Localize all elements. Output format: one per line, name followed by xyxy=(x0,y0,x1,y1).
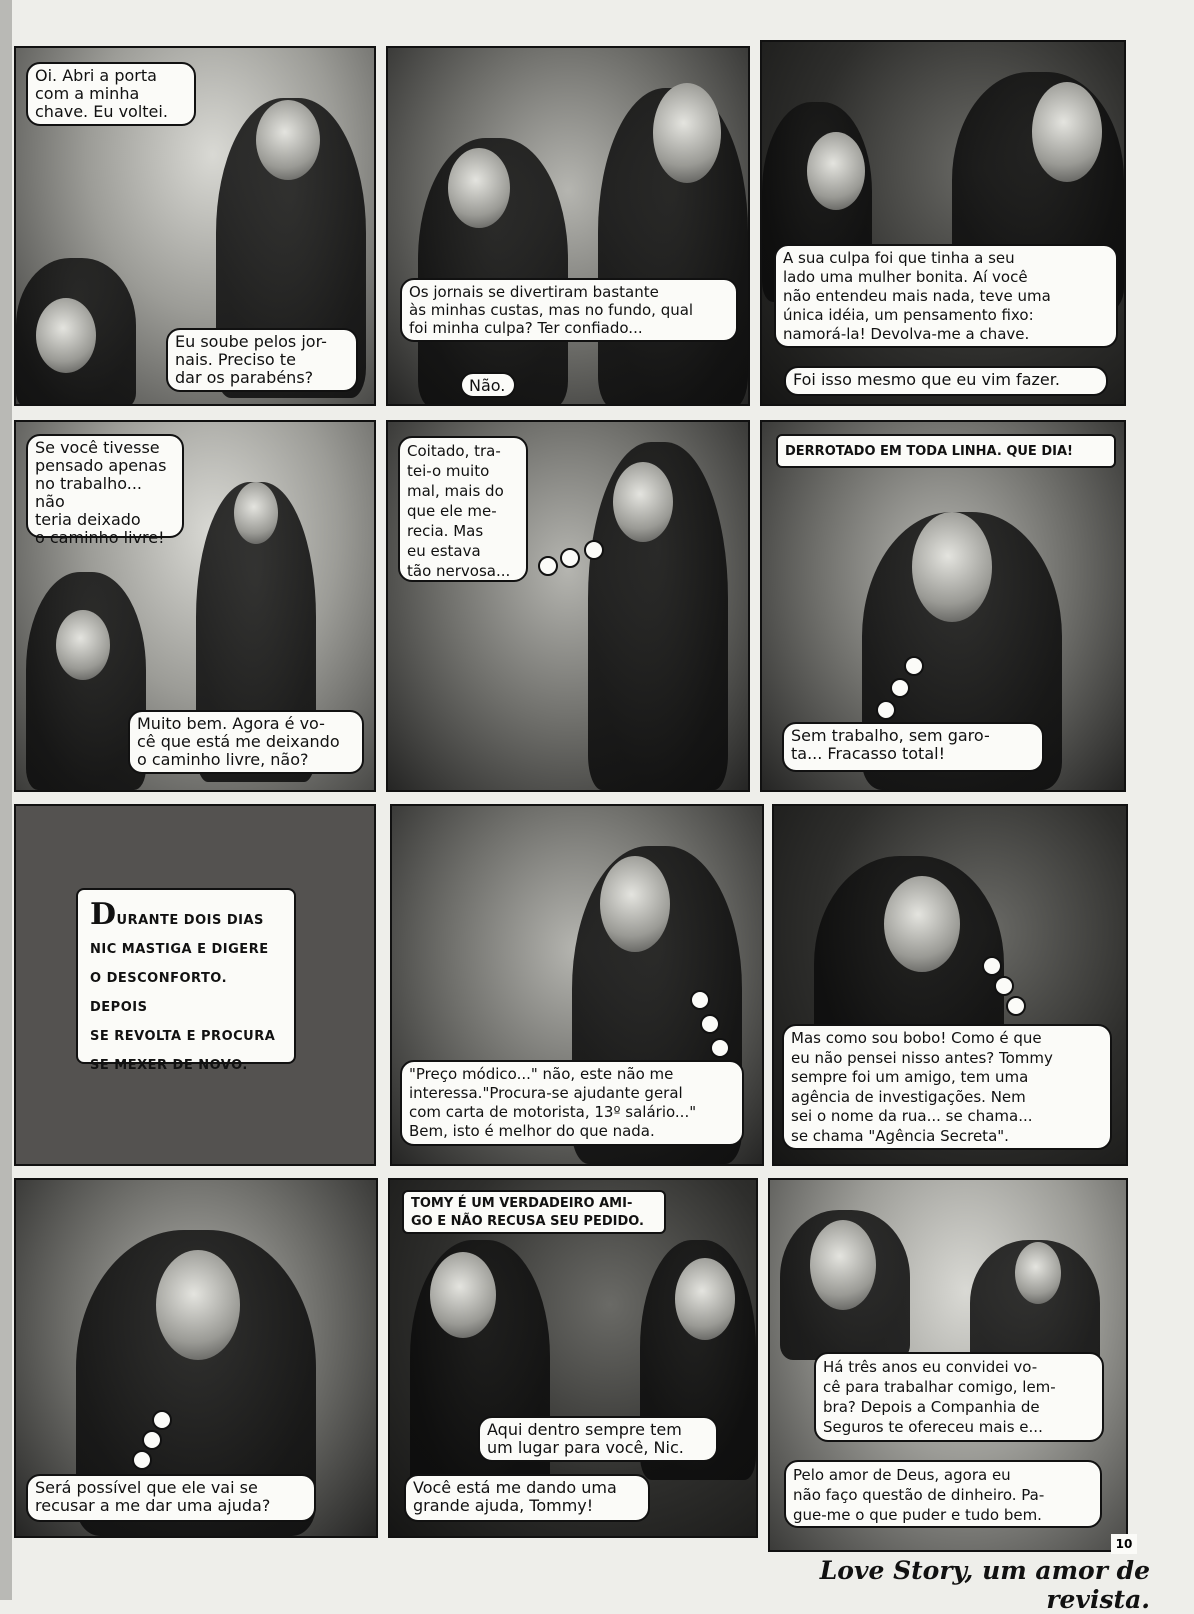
speech-bubble: Se você tivesse pensado apenas no trabalho... não teria deixado o caminho livre! xyxy=(26,434,184,538)
man-face xyxy=(912,512,992,622)
narration-drop-cap: D xyxy=(90,897,117,932)
thought-bubble: Coitado, tra- tei-o muito mal, mais do que ele me- recia. Mas eu estava tão nervosa... xyxy=(398,436,528,582)
speech-bubble: Muito bem. Agora é vo- cê que está me deixando o caminho livre, não? xyxy=(128,710,364,774)
thought-dot xyxy=(710,1038,730,1058)
man-face xyxy=(810,1220,876,1310)
thought-dot xyxy=(904,656,924,676)
man-face xyxy=(884,876,960,972)
speech-bubble: Foi isso mesmo que eu vim fazer. xyxy=(784,366,1108,396)
caption-box: DERROTADO EM TODA LINHA. QUE DIA! xyxy=(776,434,1116,468)
woman-face xyxy=(56,610,110,680)
man-face xyxy=(600,856,670,952)
speech-bubble: Os jornais se divertiram bastante às minhas custas, mas no fundo, qual foi minha culpa? Ter confiado... xyxy=(400,278,738,342)
caption-box: TOMY É UM VERDADEIRO AMI- GO E NÃO RECUSA SEU PEDIDO. xyxy=(402,1190,666,1234)
thought-dot xyxy=(994,976,1014,996)
man-face xyxy=(1032,82,1102,182)
woman-face xyxy=(36,298,96,373)
thought-dot xyxy=(1006,996,1026,1016)
speech-bubble: A sua culpa foi que tinha a seu lado uma mulher bonita. Aí você não entendeu mais nada, teve uma única idéia, um pensamento fixo: namorá-la! Devolva-me a chave. xyxy=(774,244,1118,348)
page-gutter-shadow xyxy=(0,0,12,1600)
panel-3 xyxy=(760,40,1126,406)
man-face xyxy=(653,83,721,183)
man-face xyxy=(156,1250,240,1360)
thought-bubble: Será possível que ele vai se recusar a me dar uma ajuda? xyxy=(26,1474,316,1522)
thought-bubble: Mas como sou bobo! Como é que eu não pensei nisso antes? Tommy sempre foi um amigo, tem uma agência de investigações. Nem sei o nome da rua... se chama... se chama "Agência Secreta". xyxy=(782,1024,1112,1150)
thought-dot xyxy=(538,556,558,576)
man-face xyxy=(675,1258,735,1340)
woman-face xyxy=(448,148,510,228)
speech-bubble: Não. xyxy=(460,372,516,398)
thought-dot xyxy=(890,678,910,698)
thought-bubble: Sem trabalho, sem garo- ta... Fracasso total! xyxy=(782,722,1044,772)
thought-dot xyxy=(152,1410,172,1430)
thought-dot xyxy=(700,1014,720,1034)
woman-face xyxy=(613,462,673,542)
narration-box xyxy=(76,888,296,1073)
thought-dot xyxy=(560,548,580,568)
speech-bubble: Oi. Abri a porta com a minha chave. Eu voltei. xyxy=(26,62,196,126)
man-face xyxy=(1015,1242,1061,1304)
speech-bubble: Você está me dando uma grande ajuda, Tommy! xyxy=(404,1474,650,1522)
panel-7-narration xyxy=(14,804,376,1166)
thought-dot xyxy=(132,1450,152,1470)
speech-bubble: Aqui dentro sempre tem um lugar para você, Nic. xyxy=(478,1416,718,1462)
man-face xyxy=(234,482,278,544)
speech-bubble: Pelo amor de Deus, agora eu não faço questão de dinheiro. Pa- gue-me o que puder e tudo bem. xyxy=(784,1460,1102,1528)
thought-bubble: "Preço módico..." não, este não me interessa."Procura-se ajudante geral com carta de motorista, 13º salário..." Bem, isto é melhor do que nada. xyxy=(400,1060,744,1146)
thought-dot xyxy=(584,540,604,560)
speech-bubble: Eu soube pelos jor- nais. Preciso te dar os parabéns? xyxy=(166,328,358,392)
woman-face xyxy=(807,132,865,210)
thought-dot xyxy=(876,700,896,720)
panel-2 xyxy=(386,46,750,406)
speech-bubble: Há três anos eu convidei vo- cê para trabalhar comigo, lem- bra? Depois a Companhia de Seguros te ofereceu mais e... xyxy=(814,1352,1104,1442)
man-face xyxy=(256,100,320,180)
thought-dot xyxy=(142,1430,162,1450)
thought-dot xyxy=(690,990,710,1010)
magazine-tagline: Love Story, um amor de revista. xyxy=(819,1556,1150,1614)
man-face xyxy=(430,1252,496,1338)
thought-dot xyxy=(982,956,1002,976)
narration-text: URANTE DOIS DIAS NIC MASTIGA E DIGERE O DESCONFORTO. DEPOIS SE REVOLTA E PROCURA SE MEXER DE NOVO. xyxy=(90,913,276,1073)
page-number: 10 xyxy=(1111,1534,1137,1554)
